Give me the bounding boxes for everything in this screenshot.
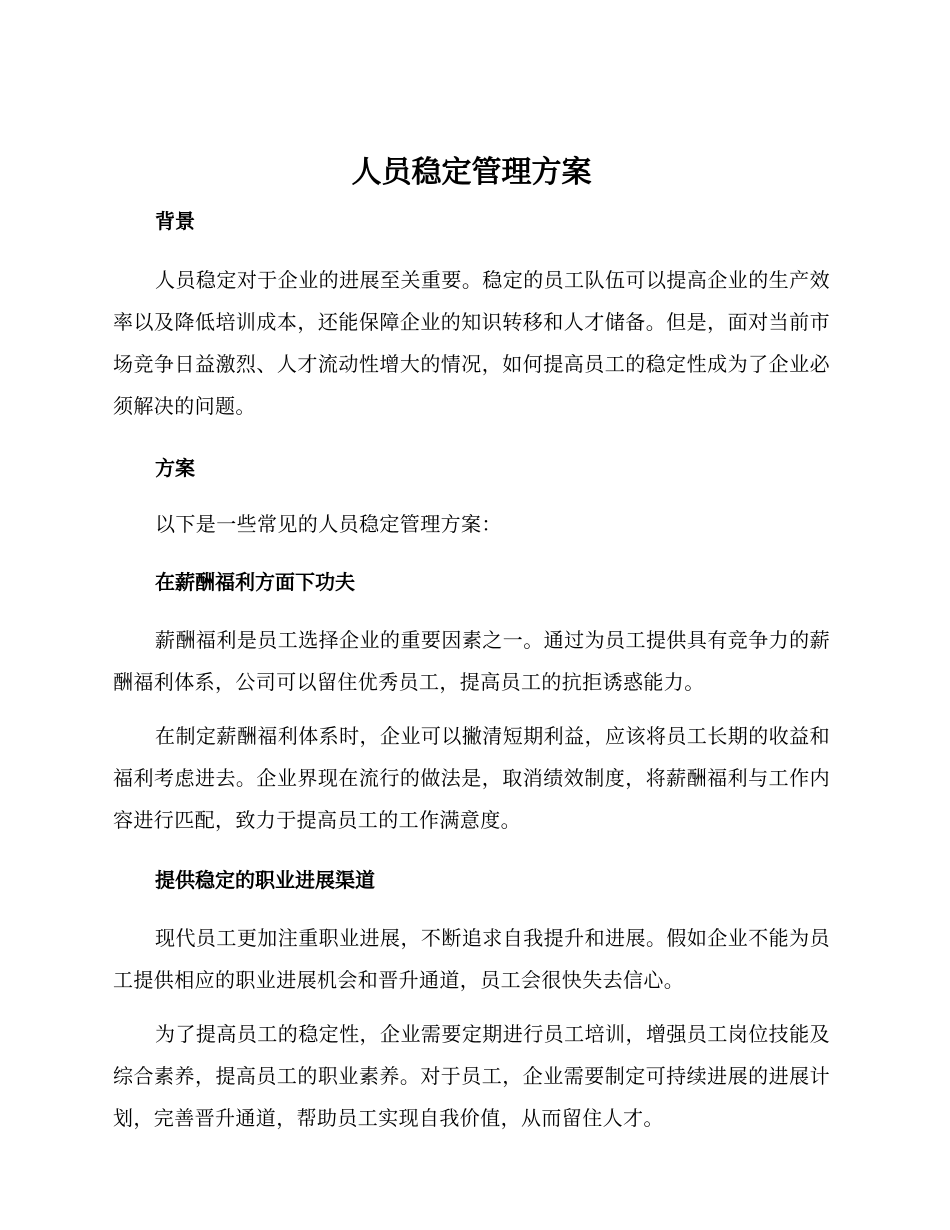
paragraph-plan-intro: 以下是一些常见的人员稳定管理方案： <box>155 512 502 536</box>
section-heading-career: 提供稳定的职业进展渠道 <box>155 868 375 892</box>
document-page <box>113 150 830 1139</box>
paragraph-compensation-1: 薪酬福利是员工选择企业的重要因素之一。通过为员工提供具有竞争力的薪酬福利体系，公司可以留住优秀员工，提高员工的抗拒诱惑能力。 <box>113 628 830 694</box>
section-heading-compensation: 在薪酬福利方面下功夫 <box>155 570 355 594</box>
section-heading-background: 背景 <box>155 209 195 233</box>
document-title: 人员稳定管理方案 <box>351 155 592 190</box>
paragraph-compensation-2: 在制定薪酬福利体系时，企业可以撇清短期利益，应该将员工长期的收益和福利考虑进去。企业界现在流行的做法是，取消绩效制度，将薪酬福利与工作内容进行匹配，致力于提高员工的工作满意度。 <box>113 724 830 832</box>
paragraph-career-1: 现代员工更加注重职业进展，不断追求自我提升和进展。假如企业不能为员工提供相应的职业进展机会和晋升通道，员工会很快失去信心。 <box>113 926 830 992</box>
section-heading-plan: 方案 <box>155 456 195 480</box>
paragraph-career-2: 为了提高员工的稳定性，企业需要定期进行员工培训，增强员工岗位技能及综合素养，提高员工的职业素养。对于员工，企业需要制定可持续进展的进展计划，完善晋升通道，帮助员工实现自我价值，从而留住人才。 <box>113 1022 830 1130</box>
paragraph-background: 人员稳定对于企业的进展至关重要。稳定的员工队伍可以提高企业的生产效率以及降低培训成本，还能保障企业的知识转移和人才储备。但是，面对当前市场竞争日益激烈、人才流动性增大的情况，如何提高员工的稳定性成为了企业必须解决的问题。 <box>113 268 830 418</box>
